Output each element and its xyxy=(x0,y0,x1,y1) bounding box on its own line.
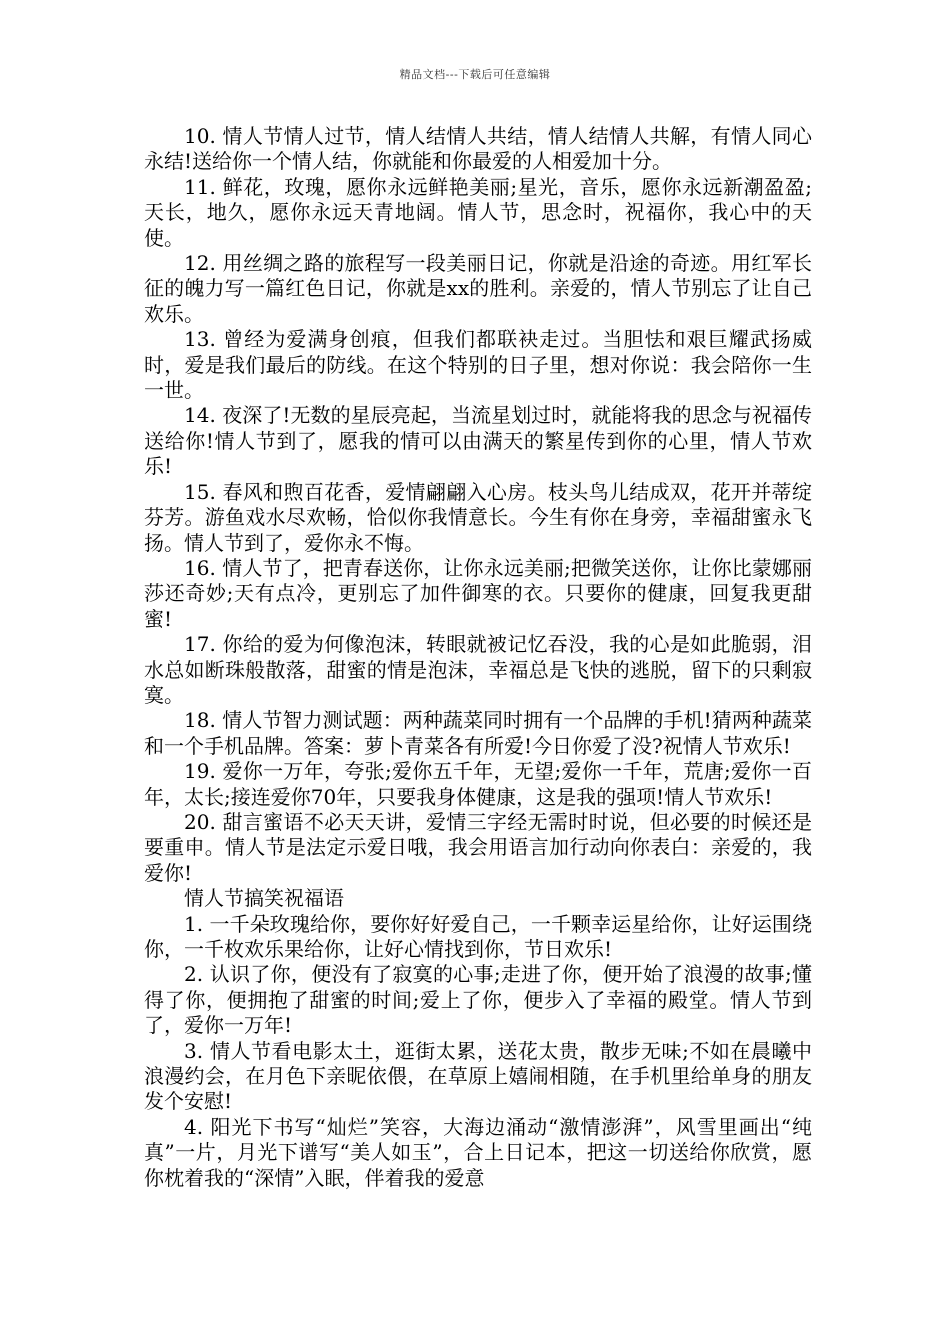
page-header: 精品文档---下载后可任意编辑 xyxy=(399,68,551,81)
paragraph-12: 12. 用丝绸之路的旅程写一段美丽日记，你就是沿途的奇迹。用红军长征的魄力写一篇红色日记，你就是xx的胜利。亲爱的，情人节别忘了让自己欢乐。 xyxy=(144,251,812,326)
paragraph-3: 3. 情人节看电影太土，逛街太累，送花太贵，散步无味;不如在晨曦中浪漫约会，在月色下亲昵依偎，在草原上嬉闹相随，在手机里给单身的朋友发个安慰! xyxy=(144,1038,812,1114)
paragraph-13: 13. 曾经为爱满身创痕，但我们都联袂走过。当胆怯和艰巨耀武扬威时，爱是我们最后的防线。在这个特别的日子里，想对你说：我会陪你一生一世。 xyxy=(144,327,812,403)
section-heading: 情人节搞笑祝福语 xyxy=(184,886,344,911)
paragraph-10: 10. 情人节情人过节，情人结情人共结，情人结情人共解，有情人同心永结!送给你一个情人结，你就能和你最爱的人相爱加十分。 xyxy=(144,124,812,174)
paragraph-1: 1. 一千朵玫瑰给你，要你好好爱自己，一千颗幸运星给你，让好运围绕你，一千枚欢乐果给你，让好心情找到你，节日欢乐! xyxy=(144,911,812,961)
paragraph-15: 15. 春风和煦百花香，爱情翩翩入心房。枝头鸟儿结成双，花开并蒂绽芬芳。游鱼戏水尽欢畅，恰似你我情意长。今生有你在身旁，幸福甜蜜永飞扬。情人节到了，爱你永不悔。 xyxy=(144,479,812,555)
paragraph-17: 17. 你给的爱为何像泡沫，转眼就被记忆吞没，我的心是如此脆弱，泪水总如断珠般散落，甜蜜的情是泡沫，幸福总是飞快的逃脱，留下的只剩寂寞。 xyxy=(144,632,812,707)
paragraph-16: 16. 情人节了，把青春送你，让你永远美丽;把微笑送你，让你比蒙娜丽莎还奇妙;天有点冷，更别忘了加件御寒的衣。只要你的健康，回复我更甜蜜! xyxy=(144,555,812,631)
paragraph-19: 19. 爱你一万年，夸张;爱你五千年，无望;爱你一千年，荒唐;爱你一百年，太长;接连爱你70年，只要我身体健康，这是我的强项!情人节欢乐! xyxy=(144,759,812,809)
paragraph-20: 20. 甜言蜜语不必天天讲，爱情三字经无需时时说，但必要的时候还是要重申。情人节是法定示爱日哦，我会用语言加行动向你表白：亲爱的，我爱你! xyxy=(144,809,812,885)
paragraph-2: 2. 认识了你，便没有了寂寞的心事;走进了你，便开始了浪漫的故事;懂得了你，便拥抱了甜蜜的时间;爱上了你，便步入了幸福的殿堂。情人节到了，爱你一万年! xyxy=(144,962,812,1038)
paragraph-14: 14. 夜深了!无数的星辰亮起，当流星划过时，就能将我的思念与祝福传送给你!情人节到了，愿我的情可以由满天的繁星传到你的心里，情人节欢乐! xyxy=(144,403,812,479)
document-body xyxy=(144,124,812,1191)
paragraph-18: 18. 情人节智力测试题：两种蔬菜同时拥有一个品牌的手机!猜两种蔬菜和一个手机品牌。答案：萝卜青菜各有所爱!今日你爱了没?祝情人节欢乐! xyxy=(144,708,812,758)
paragraph-11: 11. 鲜花，玫瑰，愿你永远鲜艳美丽;星光，音乐，愿你永远新潮盈盈;天长，地久，愿你永远天青地阔。情人节，思念时，祝福你，我心中的天使。 xyxy=(144,174,812,250)
paragraph-4: 4. 阳光下书写“灿烂”笑容，大海边涌动“激情澎湃”，风雪里画出“纯真”一片，月光下谱写“美人如玉”，合上日记本，把这一切送给你欣赏，愿你枕着我的“深情”入眠，伴着我的爱意 xyxy=(144,1114,812,1190)
